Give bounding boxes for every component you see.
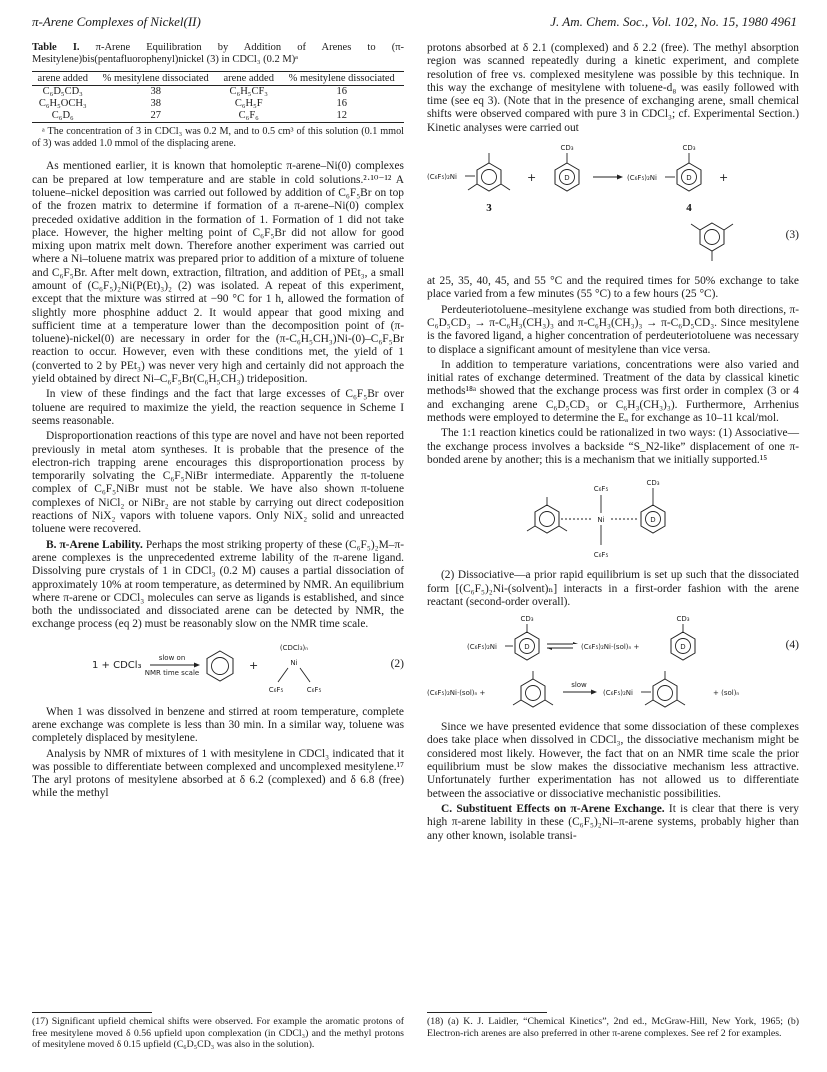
table-cell: 38 <box>150 98 161 110</box>
eq4-slow-label: slow <box>571 681 587 690</box>
c6f5-bottom-label: C₆F₅ <box>593 551 609 560</box>
mesitylene-ring <box>527 497 567 533</box>
paragraph: Since we have presented evidence that some dissociation of these complexes does take place when dissolved in CDCl₃, the dissociative mechanism might be considered most likely. However, the fact that on an NMR time scale the prior equilibrium must be slow makes the dissociative mechanism less attractive. Unfortunately further experimentation has not allowed us to differentiate between the associative or dissociative mechanistic possibilities. <box>427 721 799 800</box>
footnote-rule <box>427 1012 547 1013</box>
equation-2 <box>32 638 404 700</box>
eq2-c6f5-right: C₆F₅ <box>306 685 322 694</box>
table-header: arene added <box>218 71 280 86</box>
associative-drawing <box>427 473 799 563</box>
table-row <box>32 110 404 123</box>
eq4-cd3-label: CD₃ <box>520 615 534 624</box>
table-row <box>32 86 404 99</box>
table-1 <box>32 71 404 124</box>
footnote-rule <box>32 1012 152 1013</box>
paragraph: As mentioned earlier, it is known that homoleptic π-arene–Ni(0) complexes can be prepared at low temperature and are stable in cold solutions.²·¹⁰⁻¹² A toluene–nickel deposition was carried out followed by addition of C₆F₅Br on top of the frozen matrix to determine if formation of a π-arene–Ni(0) complex preceded oxidative addition in the formation of 1. Formation of 1 did not take place. However, the higher melting point of C₆F₅Br did not allow for good mixing upon matrix melt down. Therefore another experiment was carried out where a Ni–toluene matrix was prepared prior to addition of a mixture of toluene and C₆F₅Br. After melt down, extraction, filtration, and addition of PEt₃, a small amount of (C₆F₅)₂Ni(P(Et)₃)₂ (2) was isolated. A repeat of this experiment, except that the mixture was stirred at −90 °C for 1 h, allowed the formation of slightly more phosphine adduct 2. It would appear that good mixing and sufficient time at a temperature lower than the decomposition point of (π-toluene)-nickel(0) are necessary in order for the (π-C₆H₅CH₃)Ni-(0)–C₆F₅Br reaction to occur. However, even with these conditions met, the yield of 1 (converted to 2 by PEt₃) was never very high and certainly did not approach the yield obtained by direct Ni–C₆F₅Br(C₆H₅CH₃) trideposition. <box>32 160 404 386</box>
svg-text:+: + <box>719 171 729 185</box>
paragraph: Analysis by NMR of mixtures of 1 with mesitylene in CDCl₃ indicated that it was possible to differentiate between complexed and uncomplexed mesitylene.¹⁷ The aryl protons of mesitylene absorbed at δ 6.2 (complexed) and δ 6.8 (free) while the methyl <box>32 747 404 800</box>
eq2-solvent: (CDCl₃)ₙ <box>279 643 309 652</box>
table-header: % mesitylene dissociated <box>94 71 218 86</box>
eq3-product-label: (C₆F₅)₂Ni <box>627 174 657 183</box>
table-cell: C₆H₅F <box>234 98 263 110</box>
free-mesitylene-ring <box>691 223 733 261</box>
table-header: % mesitylene dissociated <box>280 71 405 86</box>
eq2-c6f5-left: C₆F₅ <box>268 685 284 694</box>
section-c-paragraph <box>427 803 799 843</box>
section-b-title: B. π-Arene Lability. <box>46 538 143 551</box>
paragraph: (2) Dissociative—a prior rapid equilibrium is set up such that the dissociated form [(C₆F₅)₂Ni-(solvent)ₙ] interacts in a first-order fashion with the arene reactant (second-order overall). <box>427 569 799 608</box>
equation-number: (2) <box>390 657 404 670</box>
paragraph: In view of these findings and the fact that large excesses of C₆F₅Br over toluene are required to maximize the yield, the reaction sequence in Scheme I seems reasonable. <box>32 388 404 427</box>
equation-3-drawing <box>427 141 799 269</box>
mesitylene-ring <box>513 671 553 707</box>
deuterium-label: D <box>564 174 570 183</box>
equation-3 <box>427 141 799 269</box>
table-caption <box>32 42 404 67</box>
eq4-left-label: (C₆F₅)₂Ni <box>467 643 497 652</box>
c6f5-top-label: C₆F₅ <box>593 485 609 494</box>
table-cell: C₆H₅OCH₃ <box>38 98 87 110</box>
eq4-row2-left: (C₆F₅)₂Ni·(sol)ₙ + <box>427 689 486 698</box>
deuterium-label: D <box>650 516 656 525</box>
table-cell: C₆H₅CF₃ <box>229 86 268 98</box>
compound-number-3: 3 <box>486 202 492 215</box>
deuterium-label: D <box>686 174 692 183</box>
table-cell: 27 <box>94 110 218 123</box>
table-cell: C₆D₅CD₃ <box>42 86 83 98</box>
footnote-17: (17) Significant upfield chemical shifts were observed. For example the aromatic protons of free mesitylene moved δ 0.56 upfield upon complexation (in CDCl₃) and the methyl protons of mesitylene moved δ 0.15 upfield (C₆D₅CD₃ was also in the solution). <box>32 1016 404 1050</box>
table-header: arene added <box>32 71 94 86</box>
table-cell: 12 <box>280 110 405 123</box>
eq2-reactants: 1 + CDCl₃ <box>92 659 142 671</box>
left-column <box>32 42 404 803</box>
paragraph: In addition to temperature variations, concentrations were also varied and initial rates of exchange determined. Treatment of the data by classical kinetic methods¹⁸ᵃ showed that the exchange process was first order in complex (3 or 4 and exchanging arene C₆D₅CD₃ or C₆H₃(CH₃)₃). Furthermore, Arrhenius methods were employed to determine the Eₐ for exchange as 10–11 kcal/mol. <box>427 358 799 425</box>
running-header-right: J. Am. Chem. Soc., Vol. 102, No. 15, 1980 4961 <box>550 14 797 29</box>
eq3-reagent-label: (C₆F₅)₂Ni <box>427 173 457 182</box>
eq3-cd3-label: CD₃ <box>682 144 696 153</box>
eq4-row2-end: + (sol)ₙ <box>713 689 740 698</box>
eq4-row2-product: (C₆F₅)₂Ni <box>603 689 633 698</box>
table-cell: C₆F₆ <box>218 110 280 123</box>
footnote-18: (18) (a) K. J. Laidler, “Chemical Kinetics”, 2nd ed., McGraw-Hill, New York, 1965; (b) Electron-rich arenes are also preferred in other π-arene complexes. See ref 2 for examples. <box>427 1016 799 1039</box>
paragraph: When 1 was dissolved in benzene and stirred at room temperature, complete arene exchange was complete is less than 30 min. In a similar way, toluene was completely displaced by mesitylene. <box>32 705 404 745</box>
section-b-paragraph <box>32 539 404 632</box>
table-footnote: ᵃ The concentration of 3 in CDCl₃ was 0.2 M, and to 0.5 cm³ of this solution (0.1 mmol of 3) was added 1.0 mmol of the displacing arene. <box>32 126 404 150</box>
table-row <box>32 98 404 110</box>
svg-text:+: + <box>527 171 537 185</box>
table-caption-text: π-Arene Equilibration by Addition of Arenes to (π-Mesitylene)bis(pentafluorophenyl)nickel (3) in CDCl₃ (0.2 M)ᵃ <box>32 42 404 66</box>
eq4-cd3-label: CD₃ <box>676 615 690 624</box>
equation-number: (4) <box>785 639 799 652</box>
mesitylene-complex-ring <box>645 671 685 707</box>
eq2-ni: Ni <box>290 658 298 667</box>
eq2-arrow-top: slow on <box>158 653 186 662</box>
table-cell: 38 <box>150 86 161 98</box>
eq2-arrow-bottom: NMR time scale <box>144 668 200 677</box>
paragraph: The 1:1 reaction kinetics could be rationalized in two ways: (1) Associative—the exchange process involves a backside “S_N2-like” displacement of one π-bonded arene by another; this is a mechanism that we initially supported.¹⁵ <box>427 427 799 466</box>
table-label: Table I. <box>32 42 80 53</box>
cd3-label: CD₃ <box>646 479 660 488</box>
paragraph: at 25, 35, 40, 45, and 55 °C and the required times for 50% exchange to take place varied from a few minutes (55 °C) to a few hours (25 °C). <box>427 275 799 301</box>
table-cell: C₆D₆ <box>32 110 94 123</box>
eq3-cd3-label: CD₃ <box>560 144 574 153</box>
table-cell: 16 <box>336 86 347 98</box>
section-c-title: C. Substituent Effects on π-Arene Exchange. <box>441 802 665 815</box>
equation-4-drawing <box>427 615 799 715</box>
running-header-left: π-Arene Complexes of Nickel(II) <box>32 14 201 29</box>
equation-2-drawing <box>32 638 404 700</box>
benzene-ring <box>207 651 233 681</box>
associative-scheme <box>427 473 799 563</box>
eq4-mid-label: (C₆F₅)₂Ni·(sol)ₙ + <box>581 643 640 652</box>
paragraph: Perdeuteriotoluene–mesitylene exchange was studied from both directions, π-C₆D₅CD₃ → π-C₆H₃(CH₃)₃ and π-C₆H₃(CH₃)₃ → π-C₆D₅CD₃. Since mesitylene is the favored ligand, a higher concentration of perdeuteriotoluene was necessary to displace a significant amount of mesitylene than vice versa. <box>427 303 799 356</box>
table-cell: 16 <box>336 98 347 110</box>
equation-number: (3) <box>785 229 799 242</box>
equation-4 <box>427 615 799 715</box>
paragraph: protons absorbed at δ 2.1 (complexed) and δ 2.2 (free). The methyl absorption region was scanned repeatedly during a kinetic experiment, and complete resolution of free vs. complexed mesitylene was possible by this technique. In this way the exchange of mesitylene with toluene-d₈ was easily followed with time (see eq 3). (Note that in the presence of exchanging arene, small chemical shifts were observed compared with pure 3 in CDCl₃; cf. Experimental Section.) Kinetic analyses were carried out <box>427 42 799 134</box>
right-column <box>427 42 799 845</box>
compound-number-4: 4 <box>686 202 692 215</box>
mesitylene-ring <box>468 153 510 191</box>
section-b-text: Perhaps the most striking property of these (C₆F₅)₂M–π-arene complexes is the unprecedented extreme lability of the π-arene ligand. Dissolving pure crystals of 1 in CDCl₃ (0.2 M) causes a partial dissociation of approximately 10% at room temperature, as determined by NMR. An equilibrium where π-arene or CDCl₃ molecules can serve as ligands is established, and since both the undissociated and dissociated arene can be detected by NMR, the exchange process (eq 2) must be reasonably slow on the NMR time scale. <box>32 538 405 631</box>
section-c-text: It is clear that there is very high π-arene lability in these (C₆F₅)₂Ni–π-arene systems, probably higher than any other known, isolable transi- <box>427 802 799 842</box>
ni-label: Ni <box>597 516 605 525</box>
svg-text:+: + <box>249 658 259 672</box>
deuterium-label: D <box>524 643 530 652</box>
paragraph: Disproportionation reactions of this type are novel and have not been reported previously in metal atom syntheses. It is probable that the presence of the electron-rich trapping arene encourages this disproportionation process by temporarily solvating the C₆F₅NiBr intermediate. Apparently the π-toluene complex of C₆F₅NiBr must not be stable. We have also shown π-toluene complexes of NiCl₂ or NiBr₂ are not stable by carrying out direct codeposition reactions of NiX₂ vapors with toluene vapors. Only NiX₂ solid and unreacted toluene were recovered. <box>32 430 404 536</box>
deuterium-label: D <box>680 643 686 652</box>
